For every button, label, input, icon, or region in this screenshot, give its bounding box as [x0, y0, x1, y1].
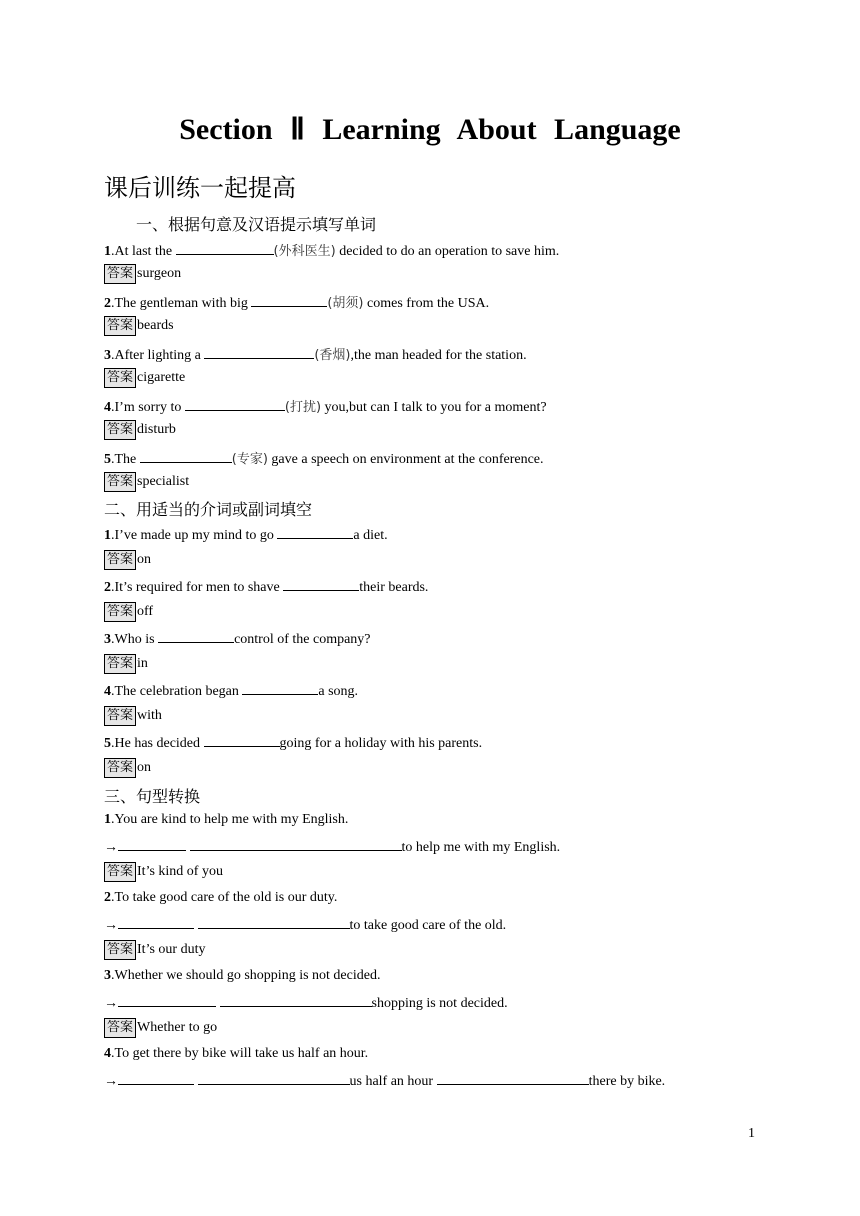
answer-blank[interactable]	[204, 346, 314, 359]
question-3-3: 3.Whether we should go shopping is not decided.	[104, 968, 381, 983]
answer-3-3: 答案 Whether to go	[104, 1018, 217, 1038]
answer-badge: 答案	[104, 550, 136, 570]
answer-badge: 答案	[104, 706, 136, 726]
answer-blank[interactable]	[118, 1072, 194, 1085]
section-heading-1: 一、根据句意及汉语提示填写单词	[136, 215, 377, 234]
answer-1-5: 答案 specialist	[104, 472, 189, 492]
rewrite-3-4: → us half an hour there by bike.	[104, 1074, 666, 1089]
question-2-3: 3.Who is control of the company?	[104, 632, 371, 647]
answer-blank[interactable]	[185, 398, 285, 411]
question-3-1: 1.You are kind to help me with my English.	[104, 812, 349, 827]
answer-2-3: 答案 in	[104, 654, 148, 674]
answer-3-2: 答案 It’s our duty	[104, 940, 205, 960]
answer-blank[interactable]	[204, 734, 280, 747]
answer-badge: 答案	[104, 758, 136, 778]
rewrite-3-1: → to help me with my English.	[104, 840, 561, 855]
answer-blank[interactable]	[118, 994, 216, 1007]
answer-badge: 答案	[104, 1018, 136, 1038]
question-3-2: 2.To take good care of the old is our duty.	[104, 890, 338, 905]
question-1-1: 1.At last the (外科医生) decided to do an operation to save him.	[104, 244, 560, 259]
question-2-5: 5.He has decided going for a holiday with his parents.	[104, 736, 483, 751]
answer-blank[interactable]	[437, 1072, 589, 1085]
question-3-4: 4.To get there by bike will take us half an hour.	[104, 1046, 369, 1061]
answer-2-4: 答案 with	[104, 706, 162, 726]
section-heading-3: 三、句型转换	[104, 787, 201, 806]
question-2-1: 1.I’ve made up my mind to go a diet.	[104, 528, 388, 543]
answer-2-2: 答案 off	[104, 602, 153, 622]
answer-blank[interactable]	[198, 916, 350, 929]
answer-blank[interactable]	[190, 838, 402, 851]
answer-blank[interactable]	[118, 916, 194, 929]
answer-badge: 答案	[104, 264, 136, 284]
answer-badge: 答案	[104, 654, 136, 674]
answer-blank[interactable]	[251, 294, 327, 307]
page-subtitle: 课后训练一起提高	[104, 174, 296, 202]
answer-1-4: 答案 disturb	[104, 420, 176, 440]
answer-2-5: 答案 on	[104, 758, 151, 778]
answer-blank[interactable]	[220, 994, 372, 1007]
answer-blank[interactable]	[176, 242, 274, 255]
answer-badge: 答案	[104, 368, 136, 388]
answer-blank[interactable]	[158, 630, 234, 643]
page-title: Section Ⅱ Learning About Language	[179, 113, 681, 146]
answer-badge: 答案	[104, 862, 136, 882]
answer-badge: 答案	[104, 420, 136, 440]
page-number: 1	[748, 1126, 755, 1141]
answer-badge: 答案	[104, 940, 136, 960]
question-2-4: 4.The celebration began a song.	[104, 684, 359, 699]
answer-blank[interactable]	[242, 682, 318, 695]
answer-blank[interactable]	[118, 838, 186, 851]
question-1-5: 5.The (专家) gave a speech on environment at the conference.	[104, 452, 544, 467]
answer-2-1: 答案 on	[104, 550, 151, 570]
answer-1-3: 答案 cigarette	[104, 368, 185, 388]
rewrite-3-3: → shopping is not decided.	[104, 996, 508, 1011]
answer-blank[interactable]	[140, 450, 232, 463]
answer-1-2: 答案 beards	[104, 316, 174, 336]
answer-blank[interactable]	[198, 1072, 350, 1085]
question-1-2: 2.The gentleman with big (胡须) comes from the USA.	[104, 296, 490, 311]
answer-badge: 答案	[104, 602, 136, 622]
answer-blank[interactable]	[283, 578, 359, 591]
answer-badge: 答案	[104, 316, 136, 336]
section-heading-2: 二、用适当的介词或副词填空	[104, 500, 313, 519]
rewrite-3-2: → to take good care of the old.	[104, 918, 507, 933]
answer-badge: 答案	[104, 472, 136, 492]
answer-3-1: 答案 It’s kind of you	[104, 862, 223, 882]
question-1-3: 3.After lighting a (香烟),the man headed for the station.	[104, 348, 527, 363]
question-2-2: 2.It’s required for men to shave their beards.	[104, 580, 429, 595]
question-1-4: 4.I’m sorry to (打扰) you,but can I talk to you for a moment?	[104, 400, 547, 415]
answer-blank[interactable]	[277, 526, 353, 539]
answer-1-1: 答案 surgeon	[104, 264, 181, 284]
